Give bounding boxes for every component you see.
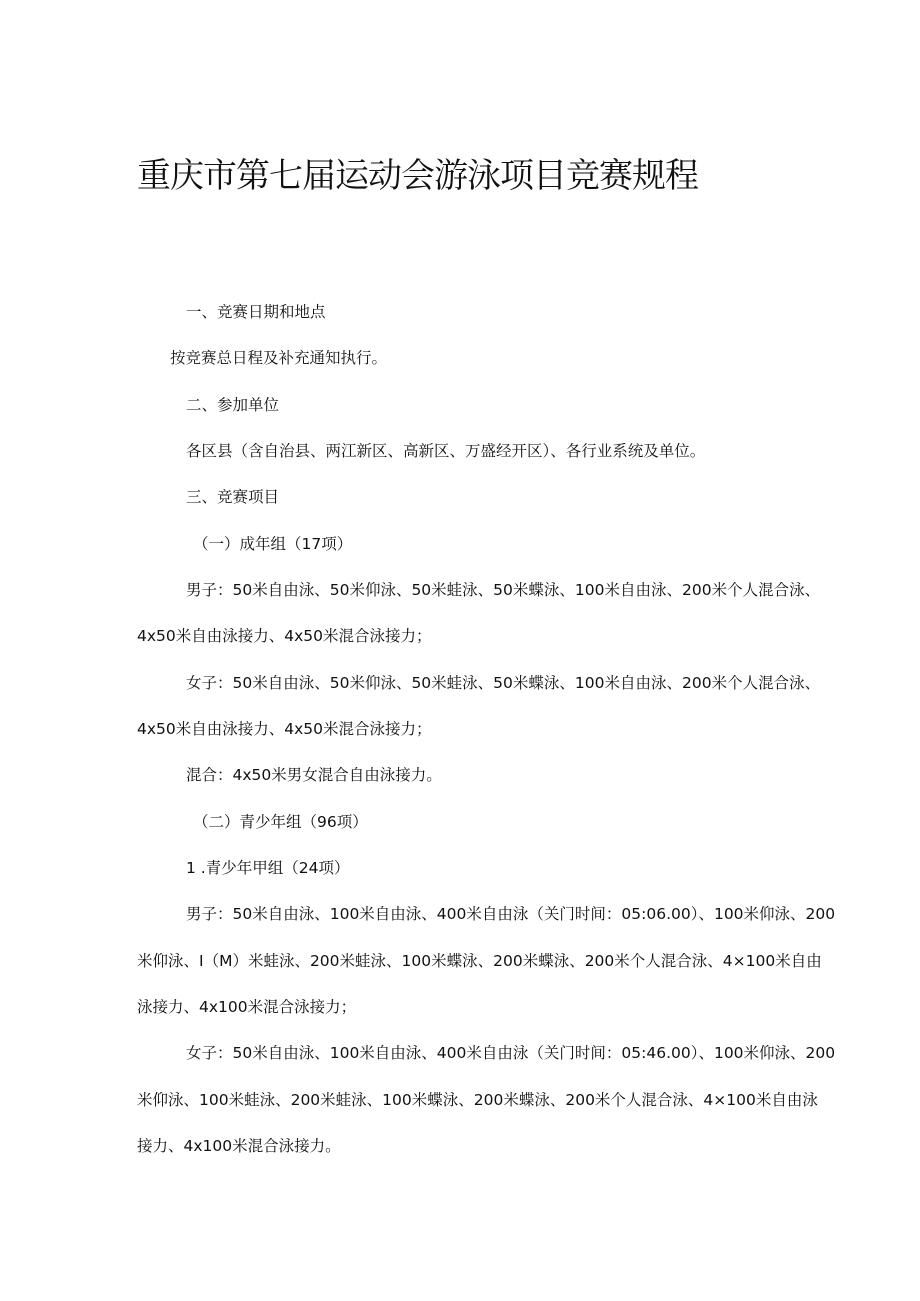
section-heading-events: 三、竞赛项目 [186,488,280,506]
paragraph-youth-women-line3: 接力、4x100米混合泳接力。 [137,1137,341,1155]
paragraph-schedule: 按竞赛总日程及补充通知执行。 [170,349,388,367]
paragraph-youth-women-line2: 米仰泳、100米蛙泳、200米蛙泳、100米蝶泳、200米蝶泳、200米个人混合泳、4×100米自由泳 [137,1091,818,1109]
paragraph-youth-men-line1: 男子：50米自由泳、100米自由泳、400米自由泳（关门时间：05:06.00）、100米仰泳、200 [186,905,836,923]
paragraph-youth-women-line1: 女子：50米自由泳、100米自由泳、400米自由泳（关门时间：05:46.00）、100米仰泳、200 [186,1044,836,1062]
section-heading-dates: 一、竞赛日期和地点 [186,303,326,321]
document-title: 重庆市第七届运动会游泳项目竞赛规程 [137,156,698,196]
subheading-adult-group: （一）成年组（17项） [193,535,353,553]
paragraph-adult-men-line1: 男子：50米自由泳、50米仰泳、50米蛙泳、50米蝶泳、100米自由泳、200米个人混合泳、 [186,581,821,599]
subheading-youth-group: （二）青少年组（96项） [193,813,368,831]
paragraph-adult-men-line2: 4x50米自由泳接力、4x50米混合泳接力； [137,627,432,645]
paragraph-youth-men-line2: 米仰泳、I（M）米蛙泳、200米蛙泳、100米蝶泳、200米蝶泳、200米个人混合泳、4×100米自由 [137,952,822,970]
paragraph-participants: 各区县（含自治县、两江新区、高新区、万盛经开区）、各行业系统及单位。 [186,442,706,460]
section-heading-participants: 二、参加单位 [186,396,280,414]
subheading-youth-a-group: 1 .青少年甲组（24项） [186,859,350,877]
paragraph-adult-women-line2: 4x50米自由泳接力、4x50米混合泳接力； [137,720,432,738]
paragraph-youth-men-line3: 泳接力、4x100米混合泳接力； [137,998,357,1016]
paragraph-adult-women-line1: 女子：50米自由泳、50米仰泳、50米蛙泳、50米蝶泳、100米自由泳、200米个人混合泳、 [186,674,821,692]
paragraph-adult-mixed: 混合：4x50米男女混合自由泳接力。 [186,766,442,784]
